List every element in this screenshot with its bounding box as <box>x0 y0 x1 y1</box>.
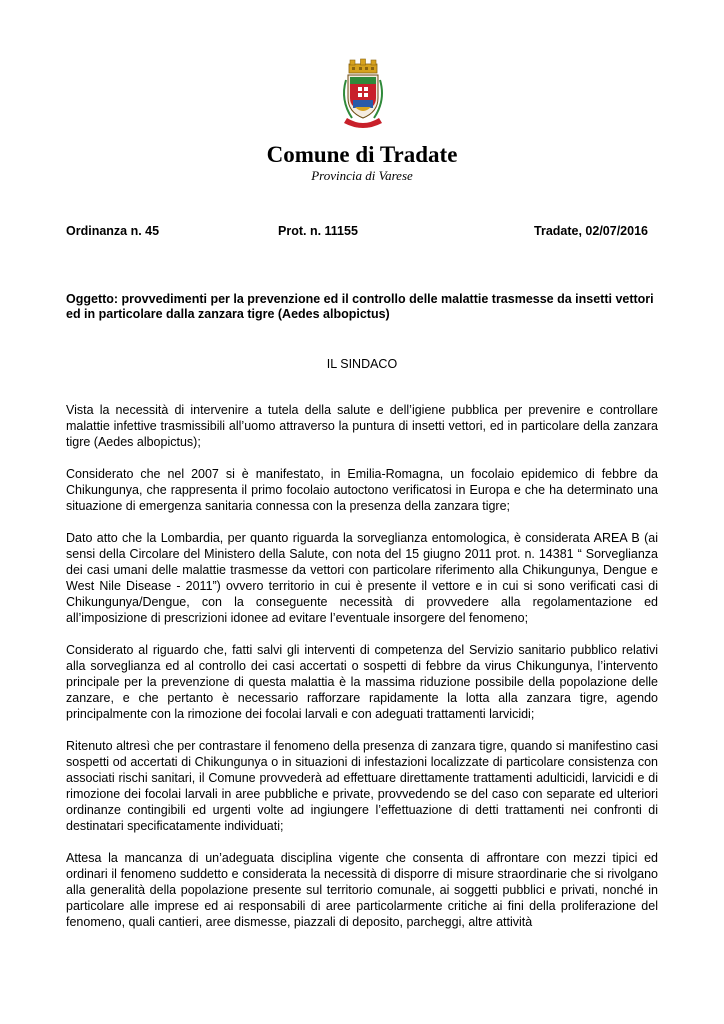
reference-line <box>66 224 648 240</box>
section-heading: IL SINDACO <box>326 357 398 371</box>
province-subtitle: Provincia di Varese <box>311 168 413 183</box>
paragraph: Vista la necessità di intervenire a tutela della salute e dell’igiene pubblica per prevenire e controllare malattie infettive trasmissibili all’uomo attraverso la puntura di insetti vettori, ed in particolare della zanzara tigre (Aedes albopictus); <box>66 403 658 449</box>
ordinance-number: Ordinanza n. 45 <box>66 224 160 238</box>
paragraph: Attesa la mancanza di un’adeguata disciplina vigente che consenta di affrontare con mezzi tipici ed ordinari il fenomeno suddetto e considerata la necessità di disporre di misure straordinarie che si rivolgano alla generalità della popolazione presente sul territorio comunale, ai soggetti pubblici e privati, nonché in particolare alle imprese ed ai responsabili di aree particolarmente critiche ai fini della proliferazione del fenomeno, quali cantieri, aree dismesse, piazzali di deposito, parcheggi, altre attività <box>66 851 658 929</box>
subject-line: Oggetto: provvedimenti per la prevenzione ed il controllo delle malattie trasmesse da insetti vettori ed in particolare dalla zanzara tigre (Aedes albopictus) <box>66 292 654 321</box>
document-body <box>66 402 658 946</box>
coat-of-arms-icon <box>338 58 388 132</box>
municipality-title: Comune di Tradate <box>266 142 458 167</box>
place-date: Tradate, 02/07/2016 <box>534 224 648 238</box>
paragraph: Ritenuto altresì che per contrastare il fenomeno della presenza di zanzara tigre, quando si manifestino casi sospetti od accertati di Chikungunya o in situazioni di infestazioni localizzate di particolare consistenza con associati rischi sanitari, il Comune provvederà ad effettuare direttamente trattamenti adulticidi, larvicidi e di rimozione dei focolai larvali in aree pubbliche e private, provvedendo se del caso con separate ed ulteriori ordinanze contingibili ed urgenti volte ad ingiungere l’effettuazione di detti trattamenti nei confronti di destinatari specificatamente individuati; <box>66 739 658 833</box>
paragraph: Dato atto che la Lombardia, per quanto riguarda la sorveglianza entomologica, è considerata AREA B (ai sensi della Circolare del Ministero della Salute, con nota del 15 giugno 2011 prot. n. 14381 “ Sorveglianza dei casi umani delle malattie trasmesse da vettori con particolare riferimento alla Chikungunya, Dengue e West Nile Disease - 2011”) ovvero territorio in cui è presente il vettore e in cui si sono verificati casi di Chikungunya/Dengue, con la conseguente necessità di provvedere alla regolamentazione ed all’imposizione di prescrizioni idonee ad evitare l’eventuale insorgere del fenomeno; <box>66 531 658 625</box>
protocol-number: Prot. n. 11155 <box>278 224 358 238</box>
paragraph: Considerato che nel 2007 si è manifestato, in Emilia-Romagna, un focolaio epidemico di febbre da Chikungunya, che rappresenta il primo focolaio autoctono verificatosi in Europa e che ha determinato una situazione di emergenza sanitaria connessa con la presenza della zanzara tigre; <box>66 467 658 513</box>
paragraph: Considerato al riguardo che, fatti salvi gli interventi di competenza del Servizio sanitario pubblico relativi alla sorveglianza ed al controllo dei casi accertati o sospetti di febbre da virus Chikungunya, l’intervento principale per la prevenzione di questa malattia è la massima riduzione possibile della popolazione delle zanzare, e che pertanto è necessario rafforzare rapidamente la lotta alla zanzara tigre, agendo principalmente con la rimozione dei focolai larvali e con adeguati trattamenti larvicidi; <box>66 643 658 721</box>
